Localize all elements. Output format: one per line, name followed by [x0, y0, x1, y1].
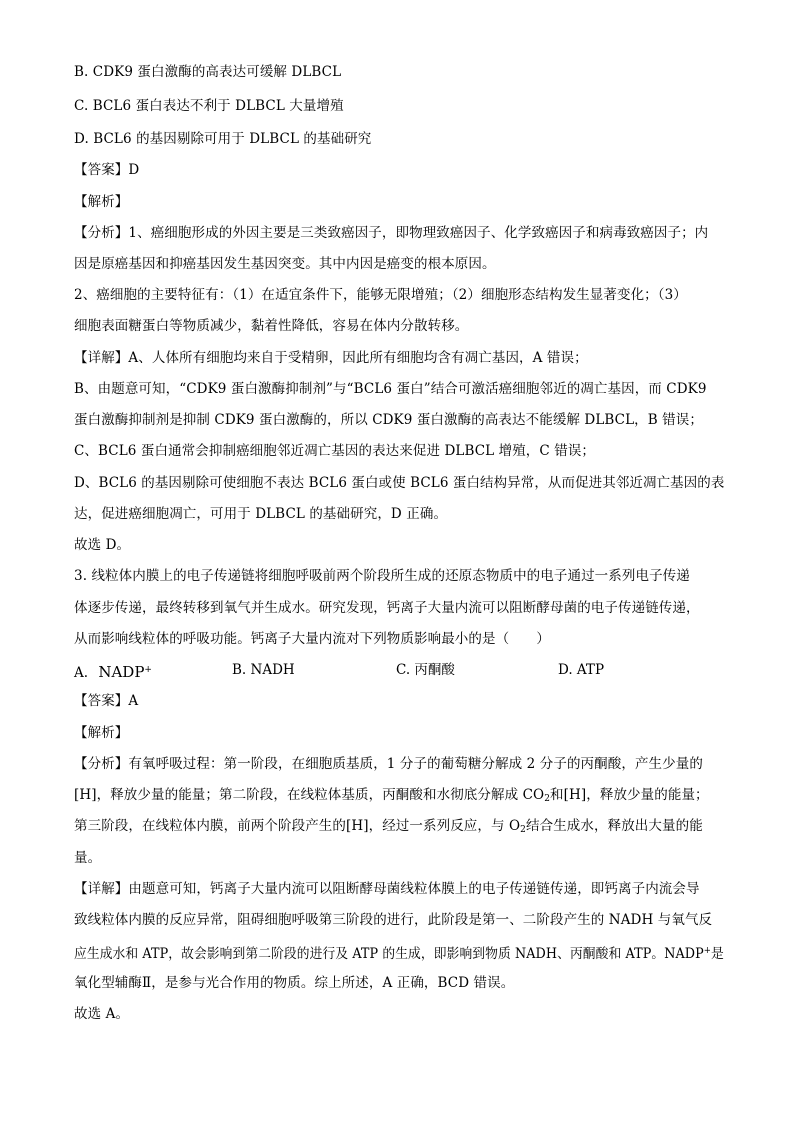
xiangjie-line: B、由题意可知，“CDK9 蛋白激酶抑制剂”与“BCL6 蛋白”结合可激活癌细胞邻近的凋亡基因，而 CDK9: [74, 381, 707, 397]
xiangjie-line: 氧化型辅酶Ⅱ，是参与光合作用的物质。综上所述，A 正确，BCD 错误。: [74, 975, 515, 991]
option-b: B. NADH: [232, 662, 295, 678]
conclusion: 故选 A。: [74, 1006, 130, 1022]
xiangjie-line: 蛋白激酶抑制剂是抑制 CDK9 蛋白激酶的，所以 CDK9 蛋白激酶的高表达不能缓解 DLBCL，B 错误；: [74, 412, 703, 428]
answer-label: 【答案】D: [74, 162, 140, 178]
fenxi-line: 量。: [74, 850, 102, 866]
option-b: B. CDK9 蛋白激酶的高表达可缓解 DLBCL: [74, 64, 342, 80]
fenxi-line: 细胞表面糖蛋白等物质减少，黏着性降低，容易在体内分散转移。: [74, 318, 469, 334]
fenxi-line: 【分析】有氧呼吸过程：第一阶段，在细胞质基质，1 分子的葡萄糖分解成 2 分子的丙酮酸，产生少量的: [74, 756, 703, 772]
option-d: D. ATP: [558, 662, 605, 678]
fenxi-line: 因是原癌基因和抑癌基因发生基因突变。其中内因是癌变的根本原因。: [74, 256, 496, 272]
analysis-heading: 【解析】: [74, 725, 129, 741]
xiangjie-line: 【详解】A、人体所有细胞均来自于受精卵，因此所有细胞均含有凋亡基因，A 错误；: [74, 350, 588, 366]
xiangjie-line: 应生成水和 ATP，故会影响到第二阶段的进行及 ATP 的生成，即影响到物质 NADH、丙酮酸和 ATP。NADP+是: [74, 946, 724, 962]
xiangjie-line: 达，促进癌细胞凋亡，可用于 DLBCL 的基础研究，D 正确。: [74, 506, 448, 522]
option-c: C. BCL6 蛋白表达不利于 DLBCL 大量增殖: [74, 98, 344, 114]
fenxi-line: [H]，释放少量的能量；第二阶段，在线粒体基质，丙酮酸和水彻底分解成 $CO_2$和[H]，释放少量的能量；: [74, 787, 709, 804]
answer-label: 【答案】A: [74, 693, 139, 709]
option-a: [74, 660, 152, 683]
conclusion: 故选 D。: [74, 537, 131, 553]
option-a-prefix: A.: [74, 665, 89, 681]
xiangjie-line: 致线粒体内膜的反应异常，阻碍细胞呼吸第三阶段的进行，此阶段是第一、二阶段产生的 NADH 与氧气反: [74, 912, 713, 928]
question-stem: 体逐步传递，最终转移到氧气并生成水。研究发现，钙离子大量内流可以阻断酵母菌的电子传递链传递，: [74, 600, 700, 616]
fenxi-line: 2、癌细胞的主要特征有：（1）在适宜条件下，能够无限增殖；（2）细胞形态结构发生显著变化；（3）: [74, 287, 687, 303]
fenxi-line: 【分析】1、癌细胞形成的外因主要是三类致癌因子，即物理致癌因子、化学致癌因子和病毒致癌因子；内: [74, 225, 709, 241]
xiangjie-line: C、BCL6 蛋白通常会抑制癌细胞邻近凋亡基因的表达来促进 DLBCL 增殖，C 错误；: [74, 443, 596, 459]
xiangjie-line: D、BCL6 的基因剔除可使细胞不表达 BCL6 蛋白或使 BCL6 蛋白结构异常，从而促进其邻近凋亡基因的表: [74, 475, 725, 491]
analysis-heading: 【解析】: [74, 194, 129, 210]
option-d: D. BCL6 的基因剔除可用于 DLBCL 的基础研究: [74, 131, 372, 147]
option-c: C. 丙酮酸: [396, 662, 455, 678]
fenxi-line: 第三阶段，在线粒体内膜，前两个阶段产生的[H]，经过一系列反应，与 $O_2$结合生成水，释放出大量的能: [74, 818, 703, 835]
question-stem: 3. 线粒体内膜上的电子传递链将细胞呼吸前两个阶段所生成的还原态物质中的电子通过一系列电子传递: [74, 568, 690, 584]
option-a-sup: +: [144, 665, 152, 675]
option-a-text: NADP: [98, 663, 145, 681]
xiangjie-line: 【详解】由题意可知，钙离子大量内流可以阻断酵母菌线粒体膜上的电子传递链传递，即钙离子内流会导: [74, 881, 700, 897]
question-stem: 从而影响线粒体的呼吸功能。钙离子大量内流对下列物质影响最小的是（ ）: [74, 631, 550, 647]
